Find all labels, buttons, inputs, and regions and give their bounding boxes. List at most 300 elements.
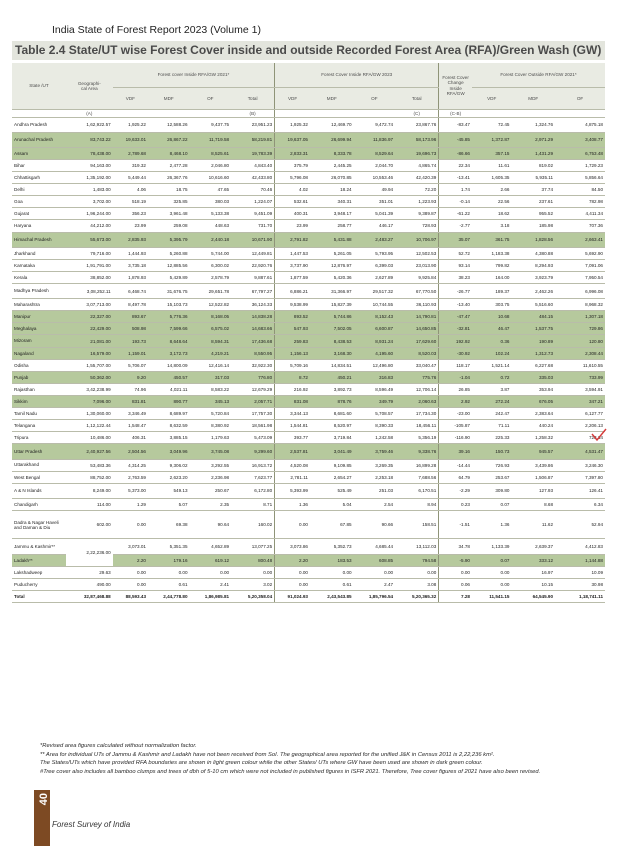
state-name-cell: Assam: [12, 147, 66, 159]
value-cell: 7.28: [439, 590, 472, 602]
value-cell: 22.34: [439, 159, 472, 171]
total-row: [12, 590, 605, 602]
value-cell: 6,886.21: [275, 284, 310, 299]
table-row: [12, 444, 605, 459]
state-name-cell: Meghalaya: [12, 323, 66, 335]
value-cell: 317.03: [190, 371, 232, 383]
table-row: [12, 383, 605, 395]
table-row: [12, 347, 605, 359]
value-cell: 8,648.64: [148, 335, 190, 347]
value-cell: 5,708.57: [354, 408, 396, 420]
value-cell: 7,950.54: [555, 271, 605, 283]
value-cell: 1,605.35: [472, 172, 511, 184]
value-cell: 0.06: [439, 578, 472, 590]
value-cell: 120.80: [555, 335, 605, 347]
column-state: State /UT: [12, 63, 66, 109]
value-cell: 723.34: [555, 432, 605, 444]
value-cell: 259.08: [148, 220, 190, 232]
value-cell: 17,629.60: [395, 335, 439, 347]
value-cell: 676.05: [511, 395, 555, 407]
note-1: *Revised area figures calculated without normalization factor.: [40, 743, 197, 749]
value-cell: 1,96,244.00: [66, 208, 113, 220]
value-cell: 4.06: [113, 184, 148, 196]
value-cell: 12,706.14: [395, 383, 439, 395]
value-cell: 8,550.95: [231, 347, 275, 359]
value-cell: 4,411.34: [555, 208, 605, 220]
value-cell: 3,745.08: [190, 444, 232, 459]
value-cell: 225.33: [472, 432, 511, 444]
value-cell: 3,168.30: [310, 347, 354, 359]
value-cell: 5,420.36: [310, 271, 354, 283]
state-name-cell: Rajasthan: [12, 383, 66, 395]
value-cell: 13,077.25: [231, 539, 275, 554]
value-cell: 3,08,252.11: [66, 284, 113, 299]
code-b: (B): [231, 109, 275, 117]
value-cell: 2.35: [190, 498, 232, 510]
value-cell: 12,876.97: [310, 259, 354, 271]
value-cell: 19,696.73: [395, 147, 439, 159]
value-cell: 46.47: [472, 323, 511, 335]
value-cell: 2,044.70: [354, 159, 396, 171]
value-cell: 8,520.97: [310, 420, 354, 432]
value-cell: 0.00: [395, 566, 439, 578]
value-cell: 2,057.71: [231, 395, 275, 407]
table-row: [12, 299, 605, 311]
value-cell: 0.00: [231, 566, 275, 578]
value-cell: 893.67: [113, 311, 148, 323]
sub-mdf-2021: MDF: [148, 87, 190, 109]
value-cell: 2,627.89: [354, 271, 396, 283]
value-cell: 2,22,236.00: [66, 539, 113, 566]
value-cell: 2,253.18: [354, 471, 396, 483]
value-cell: 22,327.00: [66, 311, 113, 323]
value-cell: 11.62: [511, 510, 555, 539]
value-cell: 1,506.87: [511, 471, 555, 483]
value-cell: 2,623.20: [148, 471, 190, 483]
value-cell: 525.49: [310, 483, 354, 498]
value-cell: 1,444.93: [113, 247, 148, 259]
value-cell: 0.00: [113, 510, 148, 539]
value-cell: 3,737.90: [275, 259, 310, 271]
value-cell: 12,496.80: [354, 359, 396, 371]
value-cell: 9,451.09: [231, 208, 275, 220]
value-cell: -26.77: [439, 284, 472, 299]
value-cell: 71.11: [472, 420, 511, 432]
value-cell: 5.07: [148, 498, 190, 510]
value-cell: 8.72: [275, 371, 310, 383]
table-row: [12, 147, 605, 159]
value-cell: 38.23: [439, 271, 472, 283]
value-cell: -13.40: [439, 299, 472, 311]
value-cell: 10,553.46: [354, 172, 396, 184]
value-cell: 3,041.49: [310, 444, 354, 459]
value-cell: 4,865.74: [395, 159, 439, 171]
value-cell: 1,30,060.00: [66, 408, 113, 420]
table-row: [12, 408, 605, 420]
value-cell: 6.34: [555, 498, 605, 510]
table-row: [12, 271, 605, 283]
value-cell: 2,483.27: [354, 232, 396, 247]
state-name-cell: Odisha: [12, 359, 66, 371]
value-cell: 316.83: [354, 371, 396, 383]
value-cell: 2,789.68: [113, 147, 148, 159]
value-cell: 319.32: [113, 159, 148, 171]
value-cell: 1,86,985.81: [190, 590, 232, 602]
value-cell: 10.68: [472, 311, 511, 323]
value-cell: 1,35,192.00: [66, 172, 113, 184]
value-cell: 53,483.36: [66, 459, 113, 471]
value-cell: 4,412.83: [555, 539, 605, 554]
value-cell: 58,173.96: [395, 132, 439, 147]
table-row: [12, 578, 605, 590]
value-cell: 1,324.76: [511, 117, 555, 132]
value-cell: 1,521.14: [472, 359, 511, 371]
value-cell: 8,931.24: [354, 335, 396, 347]
state-name-cell: Kerala: [12, 271, 66, 283]
value-cell: 0.72: [472, 371, 511, 383]
value-cell: 2,791.82: [275, 232, 310, 247]
value-cell: 16,579.00: [66, 347, 113, 359]
value-cell: 14,790.81: [395, 311, 439, 323]
state-name-cell: Maharashtra: [12, 299, 66, 311]
value-cell: 259.83: [275, 335, 310, 347]
table-row: [12, 117, 605, 132]
value-cell: 69.38: [148, 510, 190, 539]
value-cell: 357.15: [472, 147, 511, 159]
value-cell: 5,20,365.32: [395, 590, 439, 602]
value-cell: 78,438.00: [66, 147, 113, 159]
value-cell: 549.13: [148, 483, 190, 498]
value-cell: 3,269.35: [354, 459, 396, 471]
value-cell: 0.36: [472, 335, 511, 347]
value-cell: 49.94: [354, 184, 396, 196]
value-cell: 3,885.15: [148, 432, 190, 444]
value-cell: 10.09: [555, 566, 605, 578]
state-name-cell: Tripura: [12, 432, 66, 444]
header-row-groups: [12, 63, 605, 87]
value-cell: 8,596.49: [354, 383, 396, 395]
value-cell: 7,091.06: [555, 259, 605, 271]
table-row: [12, 196, 605, 208]
value-cell: 2,462.26: [511, 284, 555, 299]
sub-total-2021: Total: [231, 87, 275, 109]
value-cell: 14,838.28: [231, 311, 275, 323]
value-cell: 6,172.80: [231, 483, 275, 498]
table-body: [12, 117, 605, 603]
value-cell: 88,752.00: [66, 471, 113, 483]
value-cell: 67.85: [310, 510, 354, 539]
table-row: [12, 184, 605, 196]
value-cell: 18,456.11: [395, 420, 439, 432]
value-cell: 794.58: [395, 554, 439, 566]
value-cell: 14,650.85: [395, 323, 439, 335]
value-cell: 799.82: [472, 259, 511, 271]
value-cell: 0.61: [148, 578, 190, 590]
value-cell: 3,073.01: [113, 539, 148, 554]
table-row: [12, 371, 605, 383]
value-cell: 18.62: [472, 208, 511, 220]
value-cell: 406.31: [113, 432, 148, 444]
value-cell: 2,833.31: [275, 147, 310, 159]
value-cell: 74.96: [113, 383, 148, 395]
value-cell: 3,702.00: [66, 196, 113, 208]
value-cell: 3,049.96: [148, 444, 190, 459]
value-cell: 893.52: [275, 311, 310, 323]
value-cell: 5,041.39: [354, 208, 396, 220]
value-cell: 12,469.70: [310, 117, 354, 132]
value-cell: 3,292.55: [190, 459, 232, 471]
value-cell: 18,561.98: [231, 420, 275, 432]
value-cell: 12,522.82: [190, 299, 232, 311]
state-name-cell: A & N Islands: [12, 483, 66, 498]
value-cell: 2,663.41: [555, 232, 605, 247]
value-cell: 8,689.97: [148, 408, 190, 420]
state-name-cell: Bihar: [12, 159, 66, 171]
value-cell: 23,951.23: [231, 117, 275, 132]
value-cell: 31,676.75: [148, 284, 190, 299]
value-cell: 79,716.00: [66, 247, 113, 259]
value-cell: 18.75: [148, 184, 190, 196]
value-cell: 4,843.40: [231, 159, 275, 171]
value-cell: 446.17: [354, 220, 396, 232]
table-row: [12, 132, 605, 147]
value-cell: 4,652.89: [190, 539, 232, 554]
value-cell: 776.80: [231, 371, 275, 383]
value-cell: 325.85: [148, 196, 190, 208]
value-cell: 8,632.59: [148, 420, 190, 432]
value-cell: 6,996.08: [555, 284, 605, 299]
value-cell: 1,85,796.54: [354, 590, 396, 602]
value-cell: 1,55,707.00: [66, 359, 113, 371]
table-row: [12, 172, 605, 184]
value-cell: 5,856.64: [555, 172, 605, 184]
value-cell: 6,300.02: [190, 259, 232, 271]
value-cell: -45.85: [439, 132, 472, 147]
value-cell: 18.24: [310, 184, 354, 196]
value-cell: -0.14: [439, 196, 472, 208]
value-cell: 64,545.90: [511, 590, 555, 602]
value-cell: 253.67: [472, 471, 511, 483]
value-cell: 12,885.56: [148, 259, 190, 271]
value-cell: 5,351.35: [148, 539, 190, 554]
value-cell: 8,438.53: [310, 335, 354, 347]
header-row-codes: [12, 109, 605, 117]
value-cell: 6,753.48: [555, 147, 605, 159]
value-cell: 8,583.22: [190, 383, 232, 395]
value-cell: 189.37: [472, 284, 511, 299]
value-cell: 1.36: [472, 510, 511, 539]
value-cell: 8,468.10: [148, 147, 190, 159]
value-cell: 5,796.08: [275, 172, 310, 184]
value-cell: 361.75: [472, 232, 511, 247]
table-row: [12, 247, 605, 259]
value-cell: 5,356.19: [395, 432, 439, 444]
value-cell: 340.31: [310, 196, 354, 208]
value-cell: 3,594.91: [555, 383, 605, 395]
value-cell: 0.00: [148, 566, 190, 578]
value-cell: 32,922.30: [231, 359, 275, 371]
table-row: [12, 566, 605, 578]
state-name-cell: Ladakh**: [12, 554, 66, 566]
value-cell: 5,516.60: [511, 299, 555, 311]
value-cell: 5,260.88: [148, 247, 190, 259]
value-cell: 890.77: [148, 395, 190, 407]
value-cell: 10,616.60: [190, 172, 232, 184]
sub-vdf-outside: VDF: [472, 87, 511, 109]
value-cell: 7,397.80: [555, 471, 605, 483]
value-cell: 179.16: [148, 554, 190, 566]
value-cell: 14,834.51: [310, 359, 354, 371]
value-cell: 518.19: [113, 196, 148, 208]
value-cell: 164.00: [472, 271, 511, 283]
value-cell: 193.73: [113, 335, 148, 347]
state-name-cell: Jharkhand: [12, 247, 66, 259]
value-cell: 17,757.30: [231, 408, 275, 420]
value-cell: 9,887.61: [231, 271, 275, 283]
value-cell: 58,219.81: [231, 132, 275, 147]
value-cell: 15,827.39: [310, 299, 354, 311]
value-cell: 0.00: [275, 566, 310, 578]
value-cell: 6,170.51: [395, 483, 439, 498]
value-cell: 2,639.37: [511, 539, 555, 554]
value-cell: 26,367.76: [148, 172, 190, 184]
value-cell: 1,483.00: [66, 184, 113, 196]
value-cell: 0.07: [472, 554, 511, 566]
value-cell: 7,096.00: [66, 395, 113, 407]
value-cell: 0.61: [310, 578, 354, 590]
value-cell: 2,206.13: [555, 420, 605, 432]
value-cell: 1,156.13: [275, 347, 310, 359]
value-cell: 3,246.30: [555, 459, 605, 471]
value-cell: 955.52: [511, 208, 555, 220]
value-cell: 67,797.27: [231, 284, 275, 299]
table-title: Table 2.4 State/UT wise Forest Cover inside and outside Recorded Forest Area (RFA)/Green Wash (GW): [12, 41, 605, 60]
value-cell: 1,12,122.44: [66, 420, 113, 432]
column-geo-area: Geographi- cal Area: [66, 63, 113, 109]
value-cell: 4,531.47: [555, 444, 605, 459]
value-cell: -2.77: [439, 220, 472, 232]
sub-mdf-outside: MDF: [511, 87, 555, 109]
footer-text: Forest Survey of India: [52, 820, 131, 829]
table-notes: [40, 742, 595, 776]
value-cell: 726.93: [472, 459, 511, 471]
value-cell: 3.87: [472, 383, 511, 395]
value-cell: 8,594.31: [190, 335, 232, 347]
state-name-cell: Telangana: [12, 420, 66, 432]
value-cell: 484.15: [511, 311, 555, 323]
value-cell: 5,395.79: [148, 232, 190, 247]
value-cell: 602.00: [66, 510, 113, 539]
value-cell: 9,472.74: [354, 117, 396, 132]
value-cell: 127.93: [511, 483, 555, 498]
value-cell: 733.99: [555, 371, 605, 383]
value-cell: 1,133.39: [472, 539, 511, 554]
value-cell: 13,112.03: [395, 539, 439, 554]
value-cell: 19,783.39: [231, 147, 275, 159]
value-cell: 1,544.81: [275, 420, 310, 432]
value-cell: 9,306.02: [148, 459, 190, 471]
value-cell: 9,338.76: [395, 444, 439, 459]
value-cell: 9,389.87: [395, 208, 439, 220]
value-cell: 9,437.75: [190, 117, 232, 132]
value-cell: 11,541.15: [472, 590, 511, 602]
value-cell: 0.00: [439, 566, 472, 578]
value-cell: 775.76: [395, 371, 439, 383]
state-name-cell: Lakshadweep: [12, 566, 66, 578]
value-cell: 800.48: [231, 554, 275, 566]
value-cell: -105.87: [439, 420, 472, 432]
state-name-cell: Himachal Pradesh: [12, 232, 66, 247]
value-cell: 450.57: [148, 371, 190, 383]
value-cell: 42,420.39: [395, 172, 439, 184]
value-cell: 90.64: [190, 510, 232, 539]
value-cell: 10,706.97: [395, 232, 439, 247]
value-cell: 11,719.58: [190, 132, 232, 147]
value-cell: 1,18,741.11: [555, 590, 605, 602]
state-name-cell: Andhra Pradesh: [12, 117, 66, 132]
value-cell: 258.77: [310, 220, 354, 232]
value-cell: -2.29: [439, 483, 472, 498]
value-cell: 5,431.88: [310, 232, 354, 247]
value-cell: 2,477.28: [148, 159, 190, 171]
value-cell: 64.79: [439, 471, 472, 483]
value-cell: 0.00: [190, 566, 232, 578]
value-cell: 23,013.90: [395, 259, 439, 271]
table-row: [12, 284, 605, 299]
state-name-cell: Goa: [12, 196, 66, 208]
value-cell: 1,537.75: [511, 323, 555, 335]
value-cell: 1,242.58: [354, 432, 396, 444]
value-cell: 1,179.63: [190, 432, 232, 444]
value-cell: -61.22: [439, 208, 472, 220]
value-cell: 0.00: [472, 566, 511, 578]
value-cell: 47.65: [190, 184, 232, 196]
value-cell: 3.18: [472, 220, 511, 232]
value-cell: 3,719.84: [310, 432, 354, 444]
value-cell: 70.46: [231, 184, 275, 196]
state-name-cell: Arunachal Pradesh: [12, 132, 66, 147]
value-cell: 2,44,778.80: [148, 590, 190, 602]
value-cell: 4,875.18: [555, 117, 605, 132]
value-cell: 5,373.00: [113, 483, 148, 498]
table-row: [12, 220, 605, 232]
value-cell: 0.00: [275, 510, 310, 539]
note-2: ** Area for individual UTs of Jammu & Kashmir and Ladakh have not been received from SoI. The geographical area reported for the unified J&K in Census 2011 is 2,22,236 km².: [40, 751, 495, 758]
sub-of-2021: OF: [190, 87, 232, 109]
value-cell: 728.93: [395, 220, 439, 232]
value-cell: 12,679.29: [231, 383, 275, 395]
code-a: (A): [66, 109, 113, 117]
value-cell: 8.68: [511, 498, 555, 510]
state-name-cell: Karnataka: [12, 259, 66, 271]
value-cell: 8,168.05: [190, 311, 232, 323]
value-cell: 39.16: [439, 444, 472, 459]
value-cell: 1,91,791.00: [66, 259, 113, 271]
value-cell: 3,439.86: [511, 459, 555, 471]
value-cell: 114.00: [66, 498, 113, 510]
value-cell: 1,223.93: [395, 196, 439, 208]
value-cell: 33,040.47: [395, 359, 439, 371]
value-cell: 3,07,713.00: [66, 299, 113, 311]
sub-vdf-2023: VDF: [275, 87, 310, 109]
value-cell: 10.15: [511, 578, 555, 590]
value-cell: 30.98: [555, 578, 605, 590]
value-cell: 4,314.25: [113, 459, 148, 471]
value-cell: 608.85: [354, 554, 396, 566]
value-cell: 5,744.00: [190, 247, 232, 259]
value-cell: 5,473.09: [231, 432, 275, 444]
value-cell: 3,408.77: [555, 132, 605, 147]
